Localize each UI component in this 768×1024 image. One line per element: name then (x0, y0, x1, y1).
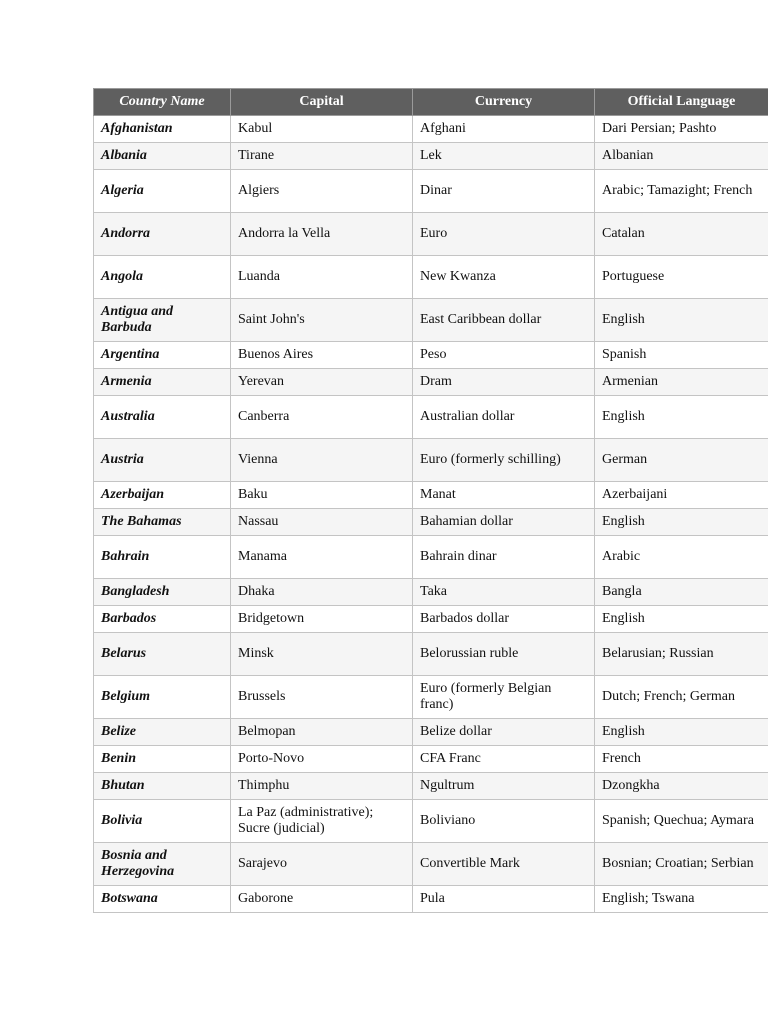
currency-cell: Taka (413, 579, 595, 606)
currency-cell: Belize dollar (413, 719, 595, 746)
table-row (94, 509, 768, 536)
capital-cell: Manama (231, 536, 413, 579)
table-row (94, 579, 768, 606)
language-cell: Dzongkha (595, 773, 768, 800)
table-row (94, 116, 768, 143)
country-name-cell: The Bahamas (94, 509, 231, 536)
language-cell: Armenian (595, 369, 768, 396)
language-cell: Catalan (595, 213, 768, 256)
currency-cell: CFA Franc (413, 746, 595, 773)
capital-cell: Saint John's (231, 299, 413, 342)
language-cell: Portuguese (595, 256, 768, 299)
table-row (94, 299, 768, 342)
country-name-cell: Botswana (94, 886, 231, 913)
table-row (94, 536, 768, 579)
currency-cell: Euro (formerly Belgian franc) (413, 676, 595, 719)
language-cell: Dari Persian; Pashto (595, 116, 768, 143)
currency-cell: Manat (413, 482, 595, 509)
capital-cell: Nassau (231, 509, 413, 536)
capital-cell: La Paz (administrative); Sucre (judicial) (231, 800, 413, 843)
currency-cell: Belorussian ruble (413, 633, 595, 676)
language-cell: Spanish (595, 342, 768, 369)
capital-cell: Belmopan (231, 719, 413, 746)
country-name-cell: Bahrain (94, 536, 231, 579)
country-name-cell: Barbados (94, 606, 231, 633)
header-official-language: Official Language (595, 89, 768, 116)
table-row (94, 886, 768, 913)
capital-cell: Brussels (231, 676, 413, 719)
table-header-row (94, 89, 768, 116)
capital-cell: Kabul (231, 116, 413, 143)
table-row (94, 482, 768, 509)
country-name-cell: Azerbaijan (94, 482, 231, 509)
language-cell: Spanish; Quechua; Aymara (595, 800, 768, 843)
header-currency: Currency (413, 89, 595, 116)
country-name-cell: Belarus (94, 633, 231, 676)
language-cell: Albanian (595, 143, 768, 170)
table-row (94, 342, 768, 369)
currency-cell: Pula (413, 886, 595, 913)
country-name-cell: Bolivia (94, 800, 231, 843)
table-row (94, 633, 768, 676)
language-cell: English (595, 299, 768, 342)
language-cell: English; Tswana (595, 886, 768, 913)
capital-cell: Porto-Novo (231, 746, 413, 773)
table-row (94, 676, 768, 719)
language-cell: English (595, 396, 768, 439)
country-name-cell: Angola (94, 256, 231, 299)
country-name-cell: Australia (94, 396, 231, 439)
currency-cell: Euro (413, 213, 595, 256)
language-cell: Dutch; French; German (595, 676, 768, 719)
currency-cell: Bahamian dollar (413, 509, 595, 536)
table-row (94, 439, 768, 482)
currency-cell: New Kwanza (413, 256, 595, 299)
currency-cell: Lek (413, 143, 595, 170)
language-cell: Belarusian; Russian (595, 633, 768, 676)
language-cell: English (595, 719, 768, 746)
table-row (94, 256, 768, 299)
country-name-cell: Argentina (94, 342, 231, 369)
country-name-cell: Belize (94, 719, 231, 746)
capital-cell: Minsk (231, 633, 413, 676)
capital-cell: Sarajevo (231, 843, 413, 886)
capital-cell: Baku (231, 482, 413, 509)
header-capital: Capital (231, 89, 413, 116)
capital-cell: Buenos Aires (231, 342, 413, 369)
table-row (94, 396, 768, 439)
table-row (94, 800, 768, 843)
table-row (94, 369, 768, 396)
language-cell: English (595, 606, 768, 633)
country-name-cell: Bhutan (94, 773, 231, 800)
language-cell: Arabic; Tamazight; French (595, 170, 768, 213)
header-country-name: Country Name (94, 89, 231, 116)
currency-cell: Dinar (413, 170, 595, 213)
country-name-cell: Belgium (94, 676, 231, 719)
capital-cell: Canberra (231, 396, 413, 439)
countries-table (93, 88, 768, 913)
capital-cell: Algiers (231, 170, 413, 213)
language-cell: French (595, 746, 768, 773)
language-cell: Azerbaijani (595, 482, 768, 509)
capital-cell: Yerevan (231, 369, 413, 396)
currency-cell: East Caribbean dollar (413, 299, 595, 342)
table-row (94, 143, 768, 170)
currency-cell: Barbados dollar (413, 606, 595, 633)
capital-cell: Gaborone (231, 886, 413, 913)
currency-cell: Convertible Mark (413, 843, 595, 886)
country-name-cell: Bangladesh (94, 579, 231, 606)
country-name-cell: Algeria (94, 170, 231, 213)
capital-cell: Thimphu (231, 773, 413, 800)
country-name-cell: Bosnia and Herzegovina (94, 843, 231, 886)
language-cell: Arabic (595, 536, 768, 579)
country-name-cell: Armenia (94, 369, 231, 396)
country-name-cell: Afghanistan (94, 116, 231, 143)
language-cell: Bangla (595, 579, 768, 606)
language-cell: English (595, 509, 768, 536)
capital-cell: Dhaka (231, 579, 413, 606)
currency-cell: Ngultrum (413, 773, 595, 800)
capital-cell: Luanda (231, 256, 413, 299)
capital-cell: Tirane (231, 143, 413, 170)
currency-cell: Bahrain dinar (413, 536, 595, 579)
table-row (94, 606, 768, 633)
table-row (94, 719, 768, 746)
language-cell: Bosnian; Croatian; Serbian (595, 843, 768, 886)
capital-cell: Vienna (231, 439, 413, 482)
table-row (94, 843, 768, 886)
country-name-cell: Albania (94, 143, 231, 170)
currency-cell: Australian dollar (413, 396, 595, 439)
currency-cell: Afghani (413, 116, 595, 143)
country-name-cell: Benin (94, 746, 231, 773)
table-row (94, 773, 768, 800)
table-row (94, 170, 768, 213)
currency-cell: Peso (413, 342, 595, 369)
capital-cell: Bridgetown (231, 606, 413, 633)
capital-cell: Andorra la Vella (231, 213, 413, 256)
table-row (94, 746, 768, 773)
currency-cell: Boliviano (413, 800, 595, 843)
country-name-cell: Andorra (94, 213, 231, 256)
currency-cell: Euro (formerly schilling) (413, 439, 595, 482)
currency-cell: Dram (413, 369, 595, 396)
country-name-cell: Antigua and Barbuda (94, 299, 231, 342)
table-row (94, 213, 768, 256)
language-cell: German (595, 439, 768, 482)
country-name-cell: Austria (94, 439, 231, 482)
